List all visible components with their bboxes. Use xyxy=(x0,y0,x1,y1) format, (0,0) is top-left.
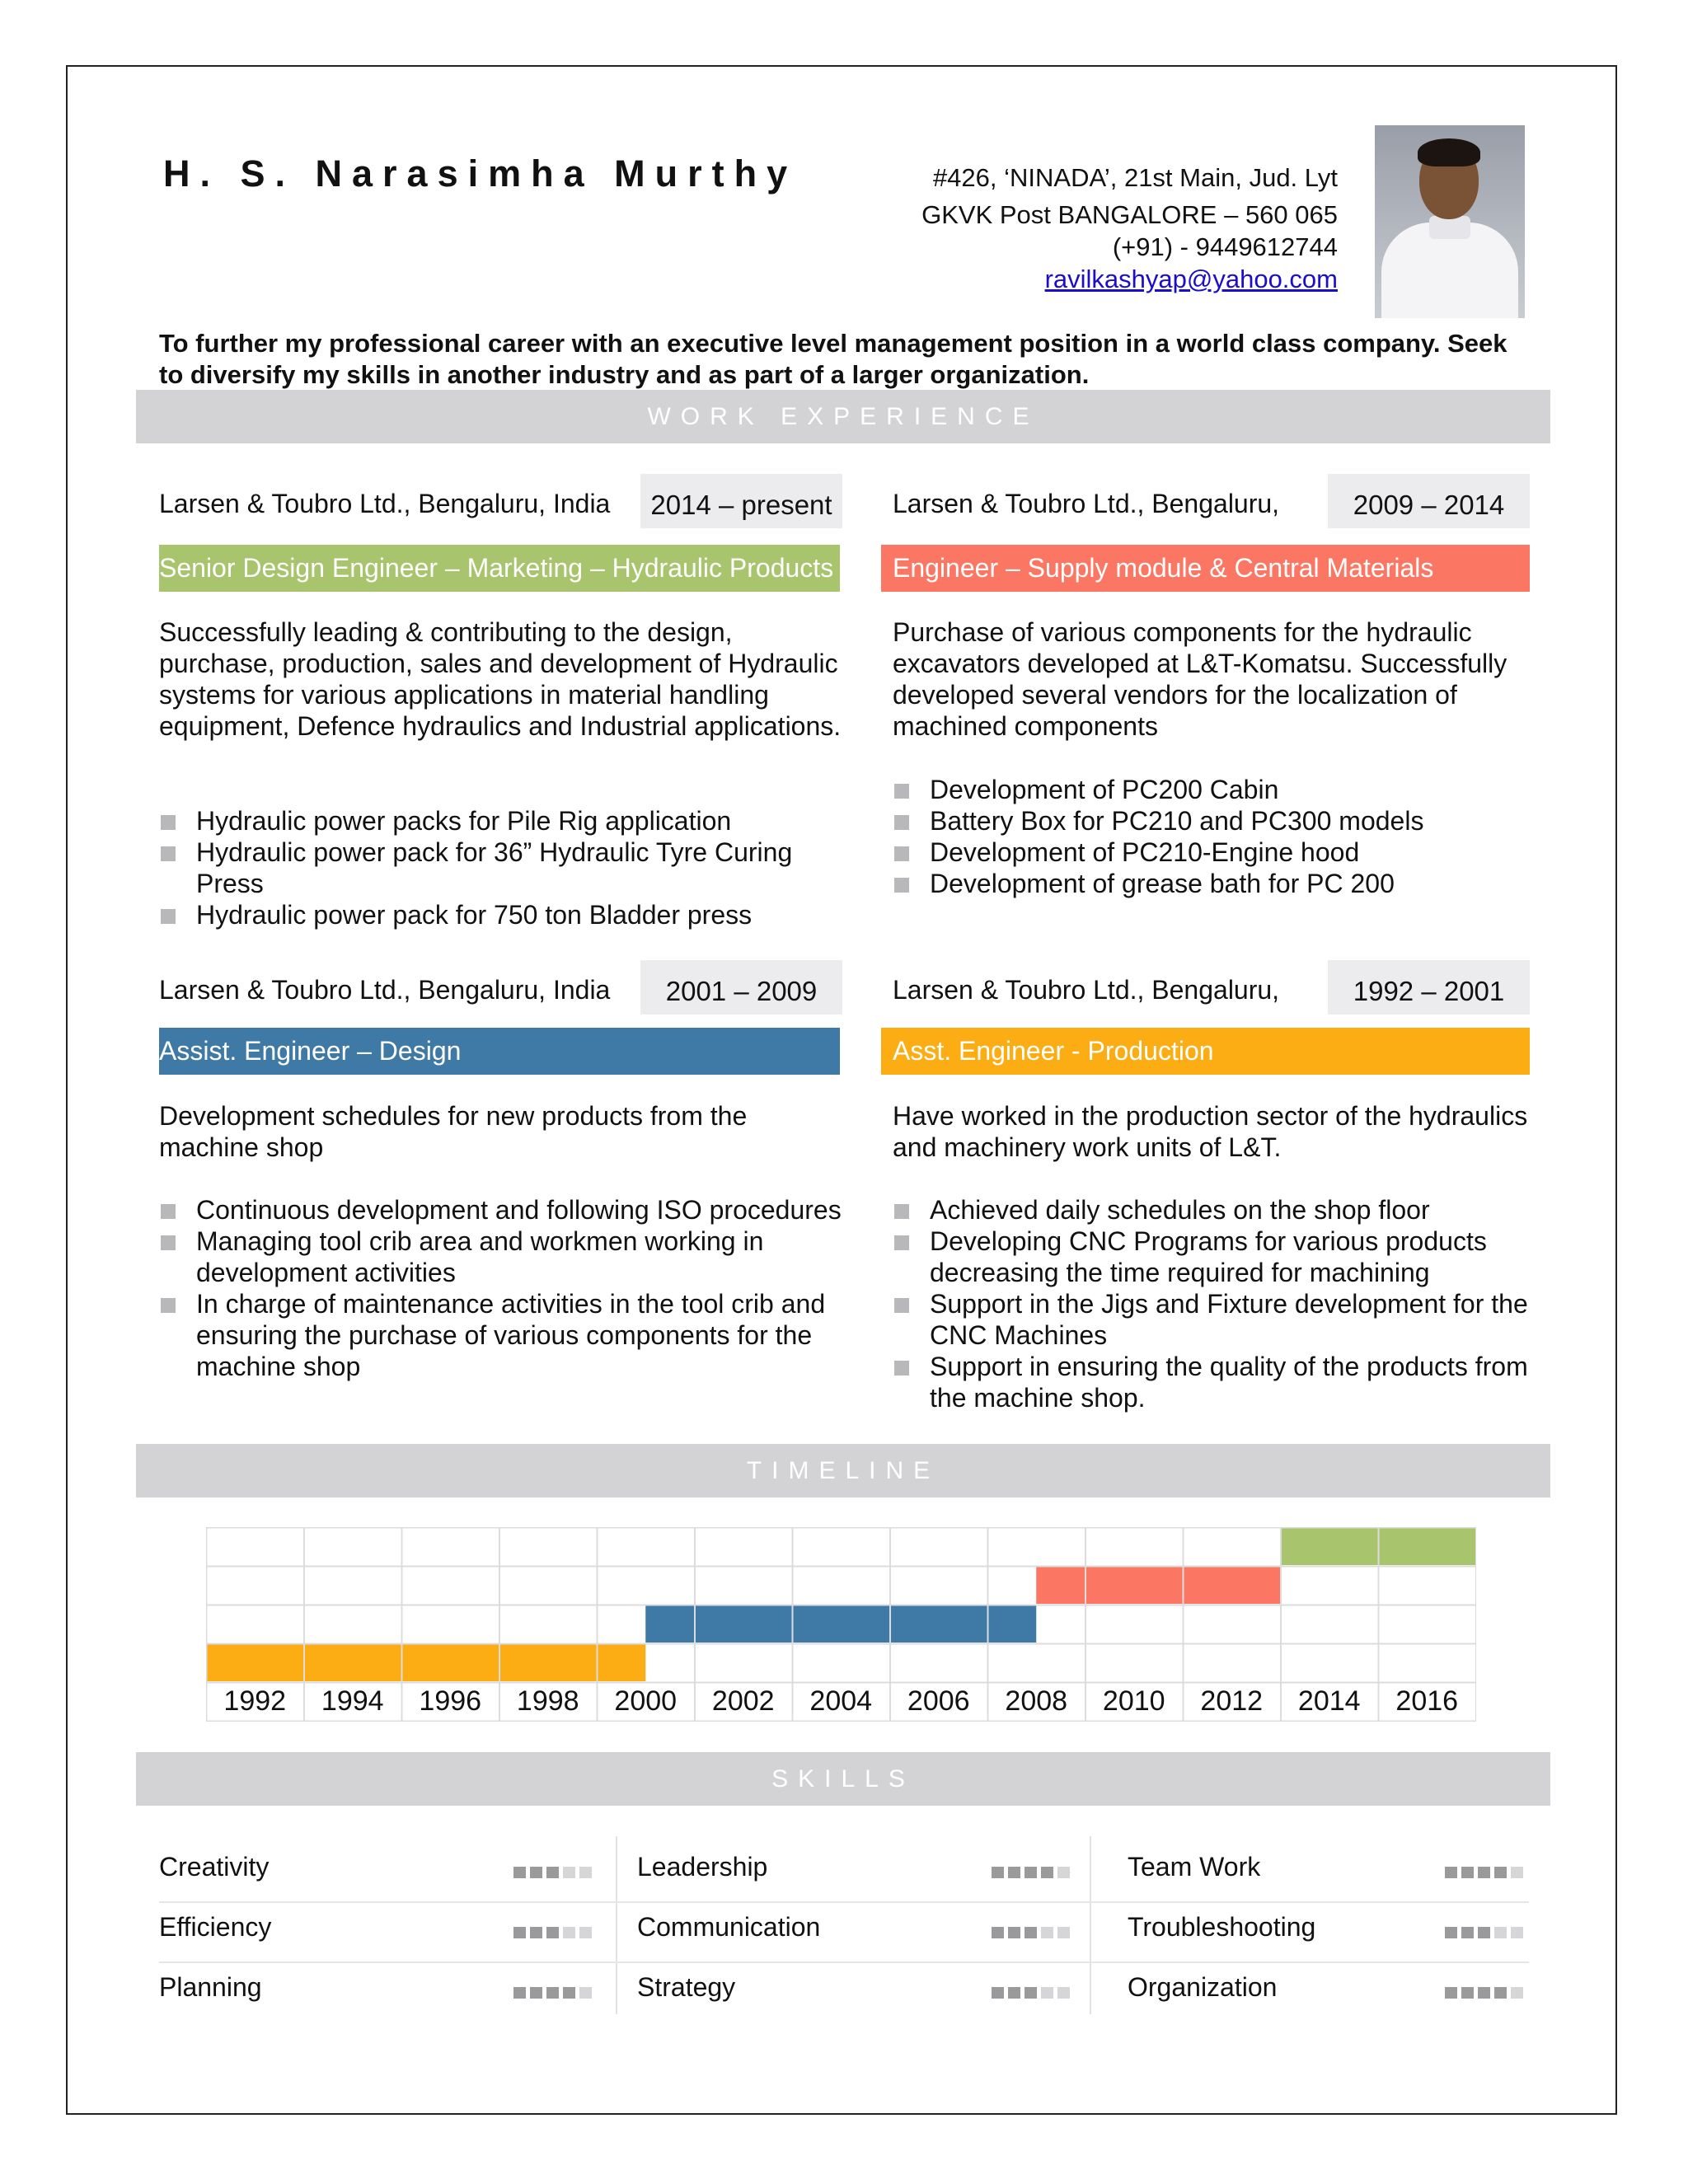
job-achievements xyxy=(159,805,843,930)
profile-photo xyxy=(1375,125,1525,318)
list-item: Hydraulic power packs for Pile Rig application xyxy=(159,805,843,837)
rating-square xyxy=(992,1927,1004,1938)
rating-square xyxy=(1008,1927,1020,1938)
rating-square xyxy=(1461,1987,1474,1999)
skill-label: Strategy xyxy=(637,1972,736,2002)
rating-square xyxy=(1478,1927,1490,1938)
rating-square xyxy=(530,1987,542,1999)
job-description: Purchase of various components for the hydraulic excavators developed at L&T-Komatsu. Successfully developed several vendors for the localization of machined components xyxy=(893,617,1507,741)
skill-label: Efficiency xyxy=(159,1912,272,1942)
skill-label: Troubleshooting xyxy=(1128,1912,1316,1942)
rating-square xyxy=(563,1927,575,1938)
section-work-experience: WORK EXPERIENCE xyxy=(136,390,1550,443)
rating-square xyxy=(579,1987,592,1999)
rating-square xyxy=(563,1987,575,1999)
job-role: Asst. Engineer - Production xyxy=(881,1028,1530,1075)
rating-square xyxy=(1511,1927,1523,1938)
rating-square xyxy=(513,1927,526,1938)
timeline-year-label: 2006 xyxy=(907,1685,970,1717)
rating-square xyxy=(579,1927,592,1938)
rating-square xyxy=(530,1867,542,1878)
rating-square xyxy=(1041,1987,1053,1999)
timeline-year-label: 1994 xyxy=(321,1685,384,1717)
job-achievements xyxy=(893,774,1536,899)
job-role: Assist. Engineer – Design xyxy=(159,1028,840,1075)
job-company: Larsen & Toubro Ltd., Bengaluru, India xyxy=(159,975,611,1005)
rating-square xyxy=(546,1867,559,1878)
timeline-bar xyxy=(206,1644,645,1681)
timeline-year-label: 2016 xyxy=(1395,1685,1459,1717)
timeline-year-label: 2012 xyxy=(1200,1685,1264,1717)
candidate-name: H. S. Narasimha Murthy xyxy=(163,152,798,194)
career-timeline-chart xyxy=(206,1527,1476,1722)
job-description: Successfully leading & contributing to the design, purchase, production, sales and development of Hydraulic systems for various applications in material handling equipment, Defence hydraulics and Industrial applications. xyxy=(159,617,842,741)
timeline-year-label: 2004 xyxy=(809,1685,873,1717)
phone-number: (+91) - 9449612744 xyxy=(1112,232,1338,261)
skill-label: Organization xyxy=(1128,1972,1278,2002)
skill-rating xyxy=(992,1867,1070,1878)
job-period: 2001 – 2009 xyxy=(640,960,842,1015)
skill-label: Team Work xyxy=(1128,1852,1261,1882)
rating-square xyxy=(1494,1867,1507,1878)
timeline-year-label: 2002 xyxy=(711,1685,775,1717)
rating-square xyxy=(1445,1987,1457,1999)
rating-square xyxy=(1445,1867,1457,1878)
address-line-2: GKVK Post BANGALORE – 560 065 xyxy=(921,200,1338,229)
job-achievements xyxy=(159,1194,843,1382)
rating-square xyxy=(1057,1927,1070,1938)
rating-square xyxy=(513,1867,526,1878)
skill-rating xyxy=(1445,1927,1523,1938)
rating-square xyxy=(1025,1927,1037,1938)
rating-square xyxy=(546,1927,559,1938)
list-item: Support in the Jigs and Fixture development for the CNC Machines xyxy=(893,1288,1536,1351)
rating-square xyxy=(1025,1987,1037,1999)
job-company: Larsen & Toubro Ltd., Bengaluru, xyxy=(893,975,1280,1005)
rating-square xyxy=(1478,1867,1490,1878)
list-item: Managing tool crib area and workmen working in development activities xyxy=(159,1226,843,1288)
table-row xyxy=(159,1962,1529,2022)
job-role: Engineer – Supply module & Central Materials xyxy=(881,545,1530,592)
rating-square xyxy=(1478,1987,1490,1999)
skill-rating xyxy=(992,1927,1070,1938)
timeline-axis xyxy=(206,1682,1476,1721)
timeline-bar xyxy=(645,1605,1036,1643)
list-item: Achieved daily schedules on the shop floor xyxy=(893,1194,1536,1226)
job-period: 2009 – 2014 xyxy=(1328,474,1530,528)
rating-square xyxy=(530,1927,542,1938)
list-item: Development of PC210-Engine hood xyxy=(893,837,1536,868)
rating-square xyxy=(992,1987,1004,1999)
skill-rating xyxy=(992,1987,1070,1999)
job-company: Larsen & Toubro Ltd., Bengaluru, India xyxy=(159,489,611,518)
timeline-year-label: 2014 xyxy=(1297,1685,1361,1717)
rating-square xyxy=(1057,1987,1070,1999)
list-item: Support in ensuring the quality of the products from the machine shop. xyxy=(893,1351,1536,1413)
job-description: Development schedules for new products from the machine shop xyxy=(159,1101,748,1162)
table-row xyxy=(159,1902,1529,1963)
rating-square xyxy=(513,1987,526,1999)
list-item: Hydraulic power pack for 750 ton Bladder press xyxy=(159,899,843,930)
skill-rating xyxy=(1445,1987,1523,1999)
skill-rating xyxy=(1445,1867,1523,1878)
job-description: Have worked in the production sector of the hydraulics and machinery work units of L&T. xyxy=(893,1101,1528,1162)
skill-label: Creativity xyxy=(159,1852,270,1882)
job-company: Larsen & Toubro Ltd., Bengaluru, xyxy=(893,489,1280,518)
skill-label: Planning xyxy=(159,1972,262,2002)
email-link[interactable]: ravilkashyap@yahoo.com xyxy=(1044,265,1338,293)
timeline-year-label: 2000 xyxy=(614,1685,678,1717)
rating-square xyxy=(1008,1987,1020,1999)
rating-square xyxy=(1461,1867,1474,1878)
rating-square xyxy=(1511,1987,1523,1999)
list-item: Continuous development and following ISO procedures xyxy=(159,1194,843,1226)
rating-square xyxy=(1041,1927,1053,1938)
list-item: Hydraulic power pack for 36” Hydraulic Tyre Curing Press xyxy=(159,837,843,899)
list-item: Developing CNC Programs for various products decreasing the time required for machining xyxy=(893,1226,1536,1288)
rating-square xyxy=(1057,1867,1070,1878)
job-achievements xyxy=(893,1194,1536,1413)
rating-square xyxy=(579,1867,592,1878)
rating-square xyxy=(1511,1867,1523,1878)
timeline-year-label: 1992 xyxy=(223,1685,287,1717)
skill-label: Communication xyxy=(637,1912,821,1942)
rating-square xyxy=(1445,1927,1457,1938)
timeline-year-label: 2010 xyxy=(1102,1685,1165,1717)
rating-square xyxy=(1025,1867,1037,1878)
skill-rating xyxy=(513,1987,592,1999)
list-item: Development of PC200 Cabin xyxy=(893,774,1536,805)
rating-square xyxy=(992,1867,1004,1878)
timeline-year-label: 1998 xyxy=(516,1685,579,1717)
list-item: In charge of maintenance activities in the tool crib and ensuring the purchase of various components for the machine shop xyxy=(159,1288,843,1382)
rating-square xyxy=(1494,1927,1507,1938)
list-item: Battery Box for PC210 and PC300 models xyxy=(893,805,1536,837)
career-objective: To further my professional career with an executive level management position in a world class company. Seek to diversify my skills in another industry and as part of a larger organization. xyxy=(159,329,1507,389)
job-role: Senior Design Engineer – Marketing – Hydraulic Products xyxy=(159,545,840,592)
job-period: 2014 – present xyxy=(640,474,842,528)
rating-square xyxy=(563,1867,575,1878)
rating-square xyxy=(546,1987,559,1999)
table-row xyxy=(159,1842,1529,1903)
timeline-year-label: 1996 xyxy=(419,1685,482,1717)
address-line-1: #426, ‘NINADA’, 21st Main, Jud. Lyt xyxy=(932,163,1338,192)
section-timeline: TIMELINE xyxy=(136,1444,1550,1497)
skill-rating xyxy=(513,1927,592,1938)
skill-label: Leadership xyxy=(637,1852,768,1882)
job-period: 1992 – 2001 xyxy=(1328,960,1530,1015)
section-skills: SKILLS xyxy=(136,1752,1550,1806)
list-item: Development of grease bath for PC 200 xyxy=(893,868,1536,899)
rating-square xyxy=(1008,1867,1020,1878)
rating-square xyxy=(1494,1987,1507,1999)
timeline-bar xyxy=(1036,1567,1280,1604)
timeline-year-label: 2008 xyxy=(1005,1685,1068,1717)
skill-rating xyxy=(513,1867,592,1878)
rating-square xyxy=(1041,1867,1053,1878)
rating-square xyxy=(1461,1927,1474,1938)
